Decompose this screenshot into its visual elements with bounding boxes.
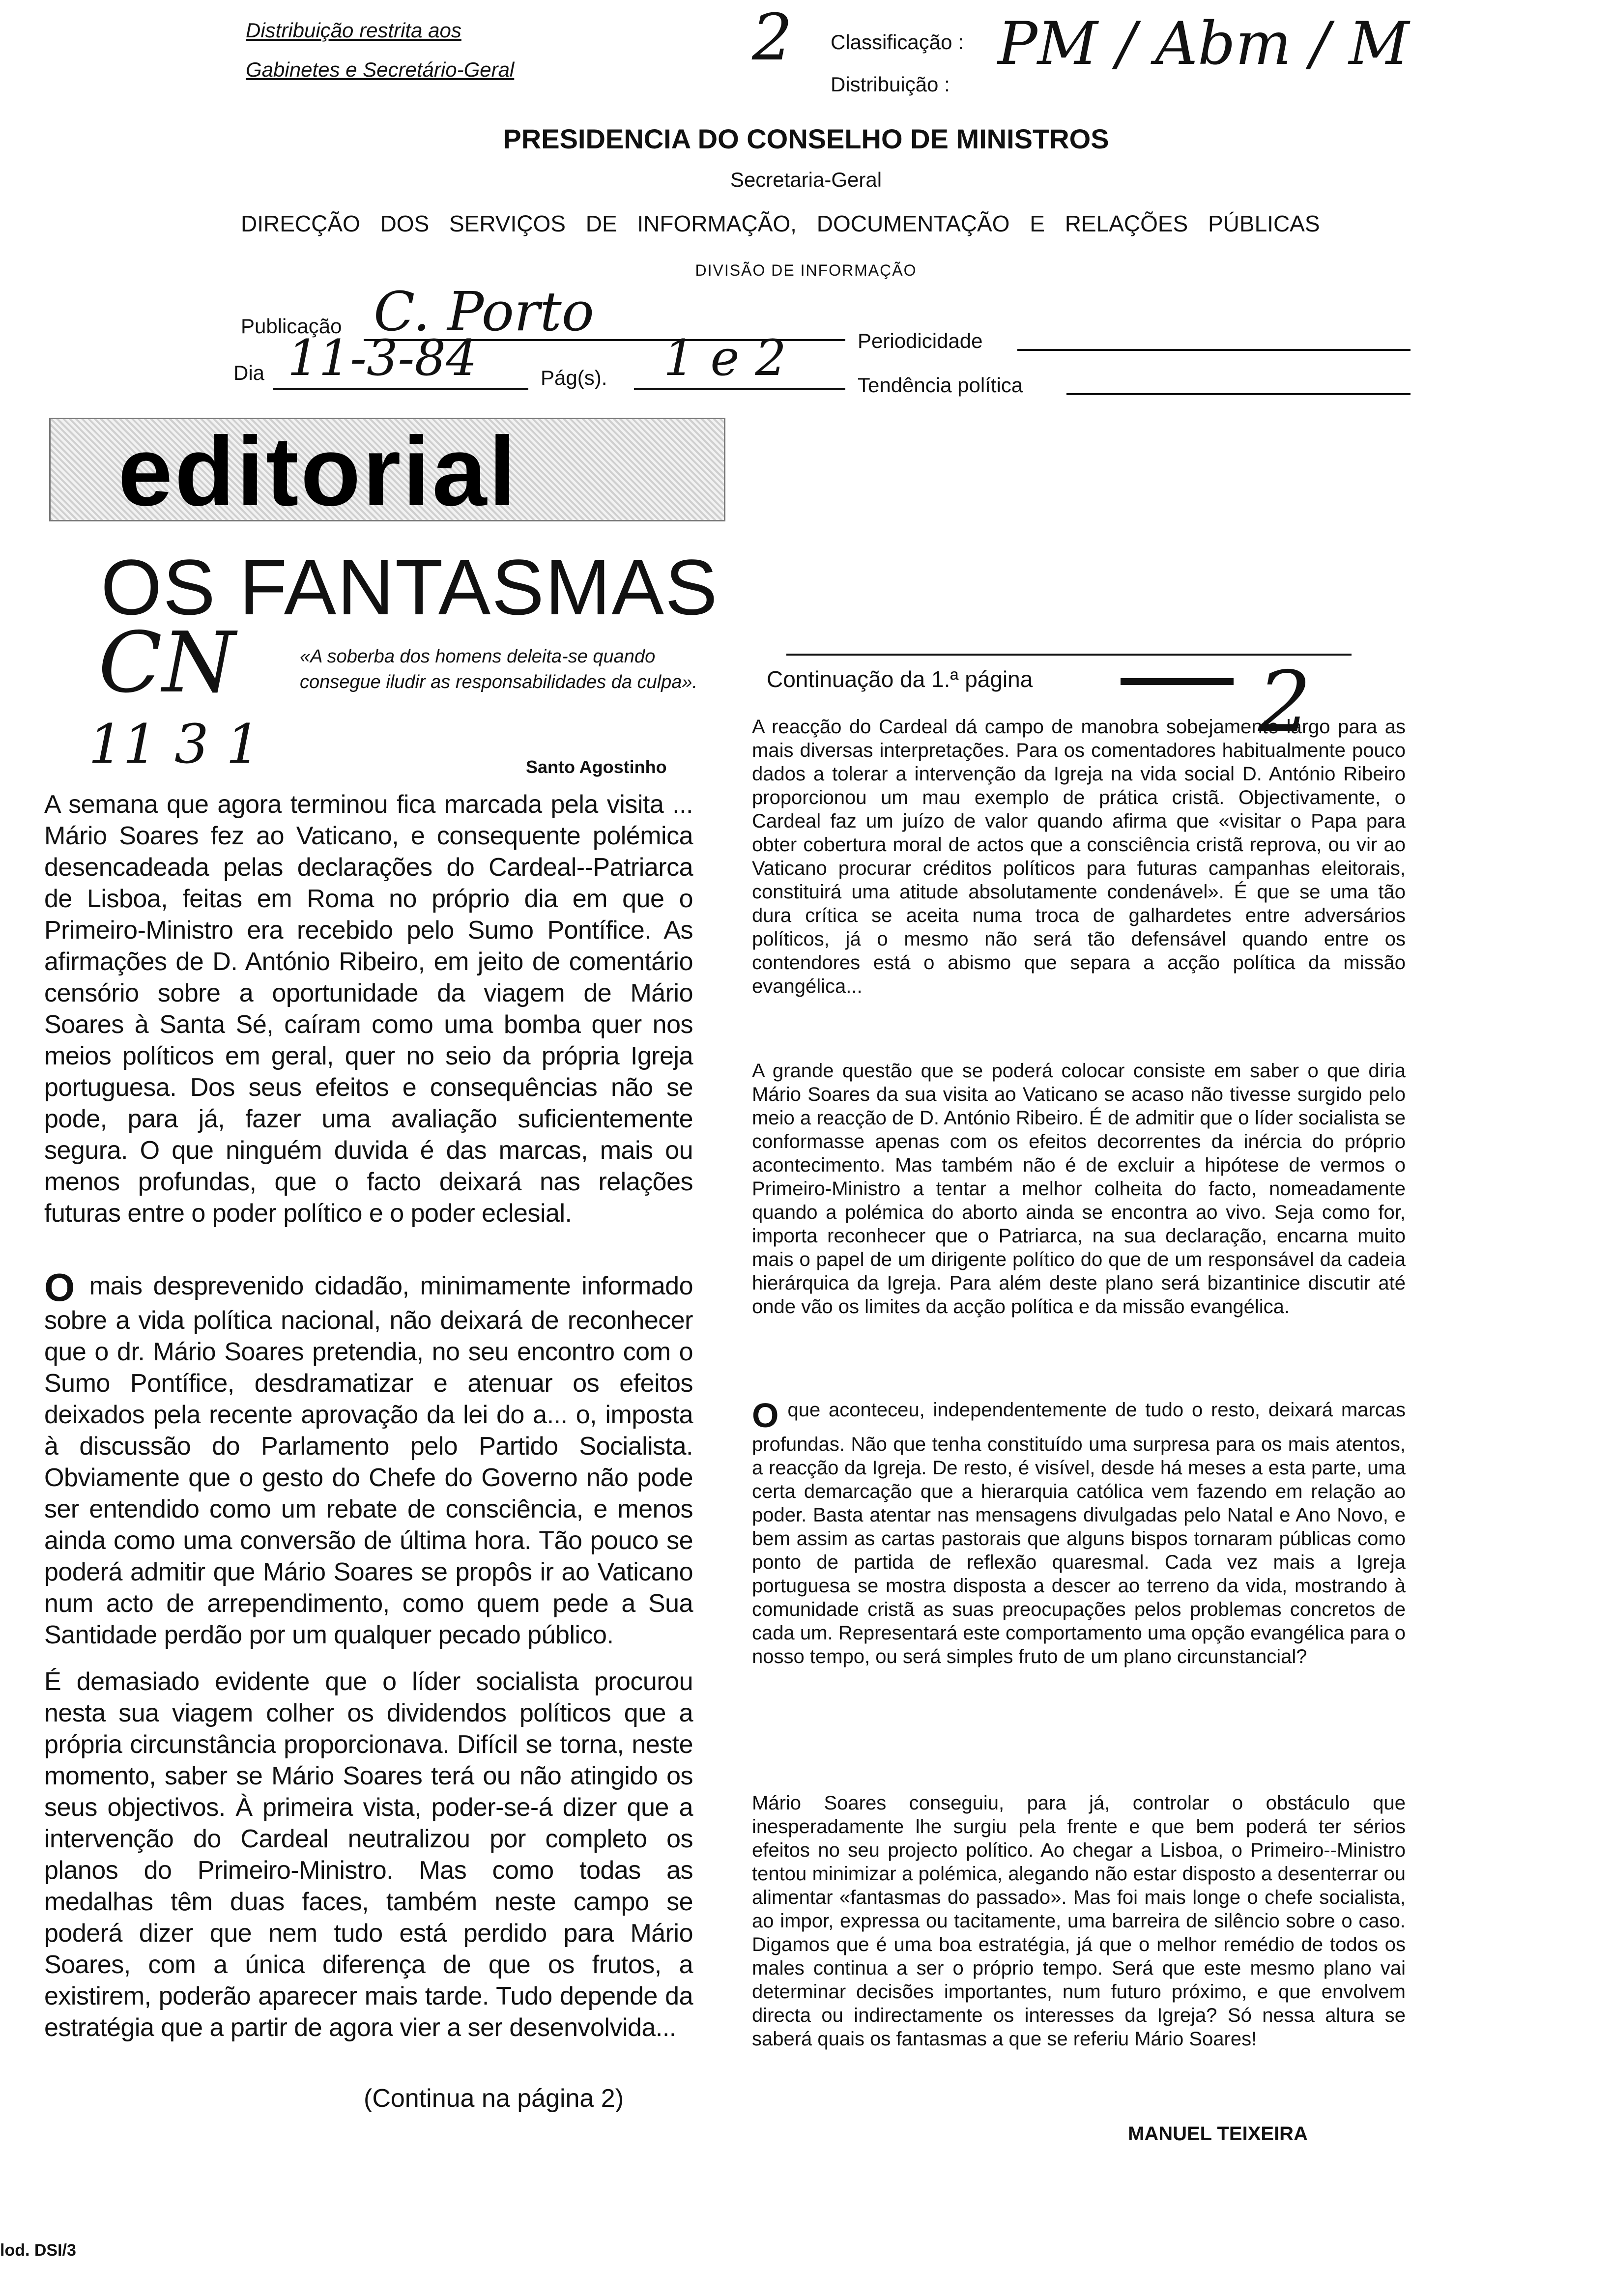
right-paragraph-2: A grande questão que se poderá colocar consiste em saber o que diria Mário Soares da sua visita ao Vaticano se acaso não tivesse surgido pelo meio a reacção de D. António Ribeiro. É de admitir que o líder socialista se conformasse apenas com os efeitos decorrentes da inércia do próprio acontecimento. Mas também não é de excluir a hipótese de vermos o Primeiro-Ministro a tentar a melhor colheita do facto, nomeadamente quando a polémica do aborto ainda se encontra ao vivo. Seja como for, importa reconhecer que o Patriarca, na sua declaração, encarna muito mais o papel de um dirigente político do que de um responsável da cadeia hierárquica da Igreja. Para além deste plano será bizantinice discutir até onde vão os limites da acção política e da missão evangélica. — [752, 1060, 1406, 1318]
continua-note: (Continua na página 2) — [364, 2084, 624, 2113]
right-paragraph-4: Mário Soares conseguiu, para já, controlar o obstáculo que inesperadamente lhe surgiu pela frente e que bem poderá ter sérios efeitos no seu projecto político. Ao chegar a Lisboa, o Primeiro--Ministro tentou minimizar a polémica, alegando não estar disposto a desenterrar ou alimentar «fantasmas do passado». Mas foi mais longe o chefe socialista, ao impor, expressa ou tacitamente, uma barreira de silêncio sobre o caso. Digamos que é uma boa estratégia, já que o melhor remédio de todos os males continua a ser o próprio tempo. Será que este mesmo plano vai determinar decisões importantes, num futuro próximo, e que envolvem directa ou indirectamente os interesses da Igreja? Só nessa altura se saberá quais os fantasmas a que se referiu Mário Soares! — [752, 1792, 1406, 2050]
right-paragraph-1: A reacção do Cardeal dá campo de manobra sobejamente largo para as mais diversas interpretações. Para os comentadores habitualmente pouco dados a tolerar a intervenção da Igreja na vida social D. António Ribeiro proporcionou um mau exemplo de prática cristã. Objectivamente, o Cardeal faz um juízo de valor quando afirma que «visitar o Papa para obter cobertura moral de actos que a consciência cristã reprova, ou vir ao Vaticano procurar créditos políticos para futuras campanhas eleitorais, constituirá uma atitude absolutamente condenável». É que se uma tão dura crítica se aceita numa troca de galhardetes entre adversários políticos, já o mesmo não será tão defensável quando entre os contendores está o abismo que separa a acção política da missão evangélica... — [752, 716, 1406, 997]
distribution-restricted-line1: Distribuição restrita aos — [246, 19, 461, 42]
article-title: OS FANTASMAS — [101, 543, 719, 631]
tendencia-field — [1066, 366, 1410, 395]
handwritten-date-note: 11 3 1 — [88, 713, 260, 775]
periodicidade-field — [1017, 319, 1410, 351]
direccao-heading: DIRECÇÃO DOS SERVIÇOS DE INFORMAÇÃO, DOCUMENTAÇÃO E RELAÇÕES PÚBLICAS — [241, 211, 1320, 236]
divisao-heading: DIVISÃO DE INFORMAÇÃO — [695, 261, 917, 279]
form-model-code: lod. DSI/3 — [0, 2241, 76, 2260]
continuation-heading: Continuação da 1.ª página — [767, 666, 1033, 692]
right-paragraph-3-text: que aconteceu, independentemente de tudo o resto, deixará marcas profundas. Não que tenha constituído uma surpresa para os mais atentos, a reacção da Igreja. De resto, é visível, desde há meses a esta parte, uma certa demarcação que a hierarquia católica vem fazendo em relação ao poder. Basta atentar nas mensagens divulgadas pelo Natal e Ano Novo, e bem assim as cartas pastorais que alguns bispos tornaram públicas como ponto de partida de reflexão quaresmal. Cada vez mais a Igreja portuguesa se mostra disposta a descer ao terreno da vida, mostrando à comunidade cristã as suas preocupações pelos problemas concretos de cada um. Representará este comportamento uma opção evangélica para o nosso tempo, ou será simples fruto de um plano circunstancial? — [752, 1399, 1406, 1667]
secretaria-heading: Secretaria-Geral — [730, 168, 882, 191]
pags-handwritten-value: 1 e 2 — [663, 329, 786, 387]
right-paragraph-3 — [752, 1398, 1406, 1668]
distribution-restricted-line2: Gabinetes e Secretário-Geral — [246, 58, 515, 81]
handwritten-number: 2 — [752, 0, 793, 75]
periodicidade-label: Periodicidade — [858, 329, 983, 352]
left-paragraph-1: A semana que agora terminou fica marcada pela visita ... Mário Soares fez ao Vaticano, e consequente polémica desencadeada pelas declarações do Cardeal--Patriarca de Lisboa, feitas em Roma no próprio dia em que o Primeiro-Ministro era recebido pelo Sumo Pontífice. As afirmações de D. António Ribeiro, em jeito de comentário censório sobre a oportunidade da viagem de Mário Soares à Santa Sé, caíram como uma bomba quer nos meios políticos em geral, quer no seio da própria Igreja portuguesa. Dos seus efeitos e consequências não se pode, para já, fazer uma avaliação suficientemente segura. O que ninguém duvida é das marcas, mais ou menos profundas, que o facto deixará nas relações futuras entre o poder político e o poder eclesial. — [44, 790, 693, 1228]
pags-label: Pág(s). — [541, 366, 607, 389]
dia-label: Dia — [233, 361, 265, 384]
publicacao-handwritten-value: C. Porto — [374, 280, 594, 343]
tendencia-label: Tendência política — [858, 373, 1023, 397]
epigraph-author: Santo Agostinho — [526, 757, 667, 777]
dia-field — [273, 329, 528, 390]
classificacao-handwritten-value: PM / Abm / M — [998, 10, 1410, 78]
presidencia-heading: PRESIDENCIA DO CONSELHO DE MINISTROS — [503, 123, 1109, 154]
handwritten-page-note: 2 — [1258, 654, 1312, 751]
editorial-banner-text: editorial — [118, 417, 518, 526]
epigraph-quote: «A soberba dos homens deleita-se quando consegue iludir as responsabilidades da culpa». — [300, 646, 698, 692]
classificacao-label: Classificação : — [831, 30, 964, 54]
left-paragraph-3: É demasiado evidente que o líder socialista procurou nesta sua viagem colher os dividendos políticos que a própria circunstância proporcionava. Difícil se torna, neste momento, saber se Mário Soares terá ou não atingido os seus objectivos. À primeira vista, poder-se-á dizer que a intervenção do Cardeal neutralizou por completo os planos do Primeiro-Ministro. Mas como todas as medalhas têm duas faces, também neste campo se poderá dizer que nem tudo está perdido para Mário Soares, com a única diferença de que os frutos, a existirem, poderão aparecer mais tarde. Tudo depende da estratégia que a partir de agora vier a ser desenvolvida... — [44, 1667, 693, 2042]
left-paragraph-2-text: mais desprevenido cidadão, minimamente informado sobre a vida política nacional, não deixará de reconhecer que o dr. Mário Soares pretendia, no seu encontro com o Sumo Pontífice, desdramatizar e atenuar os efeitos deixados pela recente aprovação da lei do a... o, imposta à discussão do Parlamento pelo Partido Socialista. Obviamente que o gesto do Chefe do Governo não pode ser entendido como um rebate de consciência, e menos ainda como uma conversão de última hora. Tão pouco se poderá admitir que Mário Soares se propôs ir ao Vaticano num acto de arrependimento, como quem pede a Sua Santidade perdão por um qualquer pecado público. — [44, 1272, 693, 1649]
author-signature: MANUEL TEIXEIRA — [1128, 2123, 1308, 2145]
left-paragraph-2 — [44, 1265, 693, 1651]
publicacao-label: Publicação — [241, 315, 342, 338]
dropcap-right: O — [752, 1396, 779, 1435]
continuation-dash — [1121, 678, 1234, 685]
dropcap-left: O — [44, 1265, 75, 1309]
dia-handwritten-value: 11-3-84 — [288, 329, 477, 387]
pags-field — [634, 329, 845, 390]
handwritten-initials: CN — [98, 614, 235, 712]
distribuicao-label: Distribuição : — [831, 73, 950, 96]
